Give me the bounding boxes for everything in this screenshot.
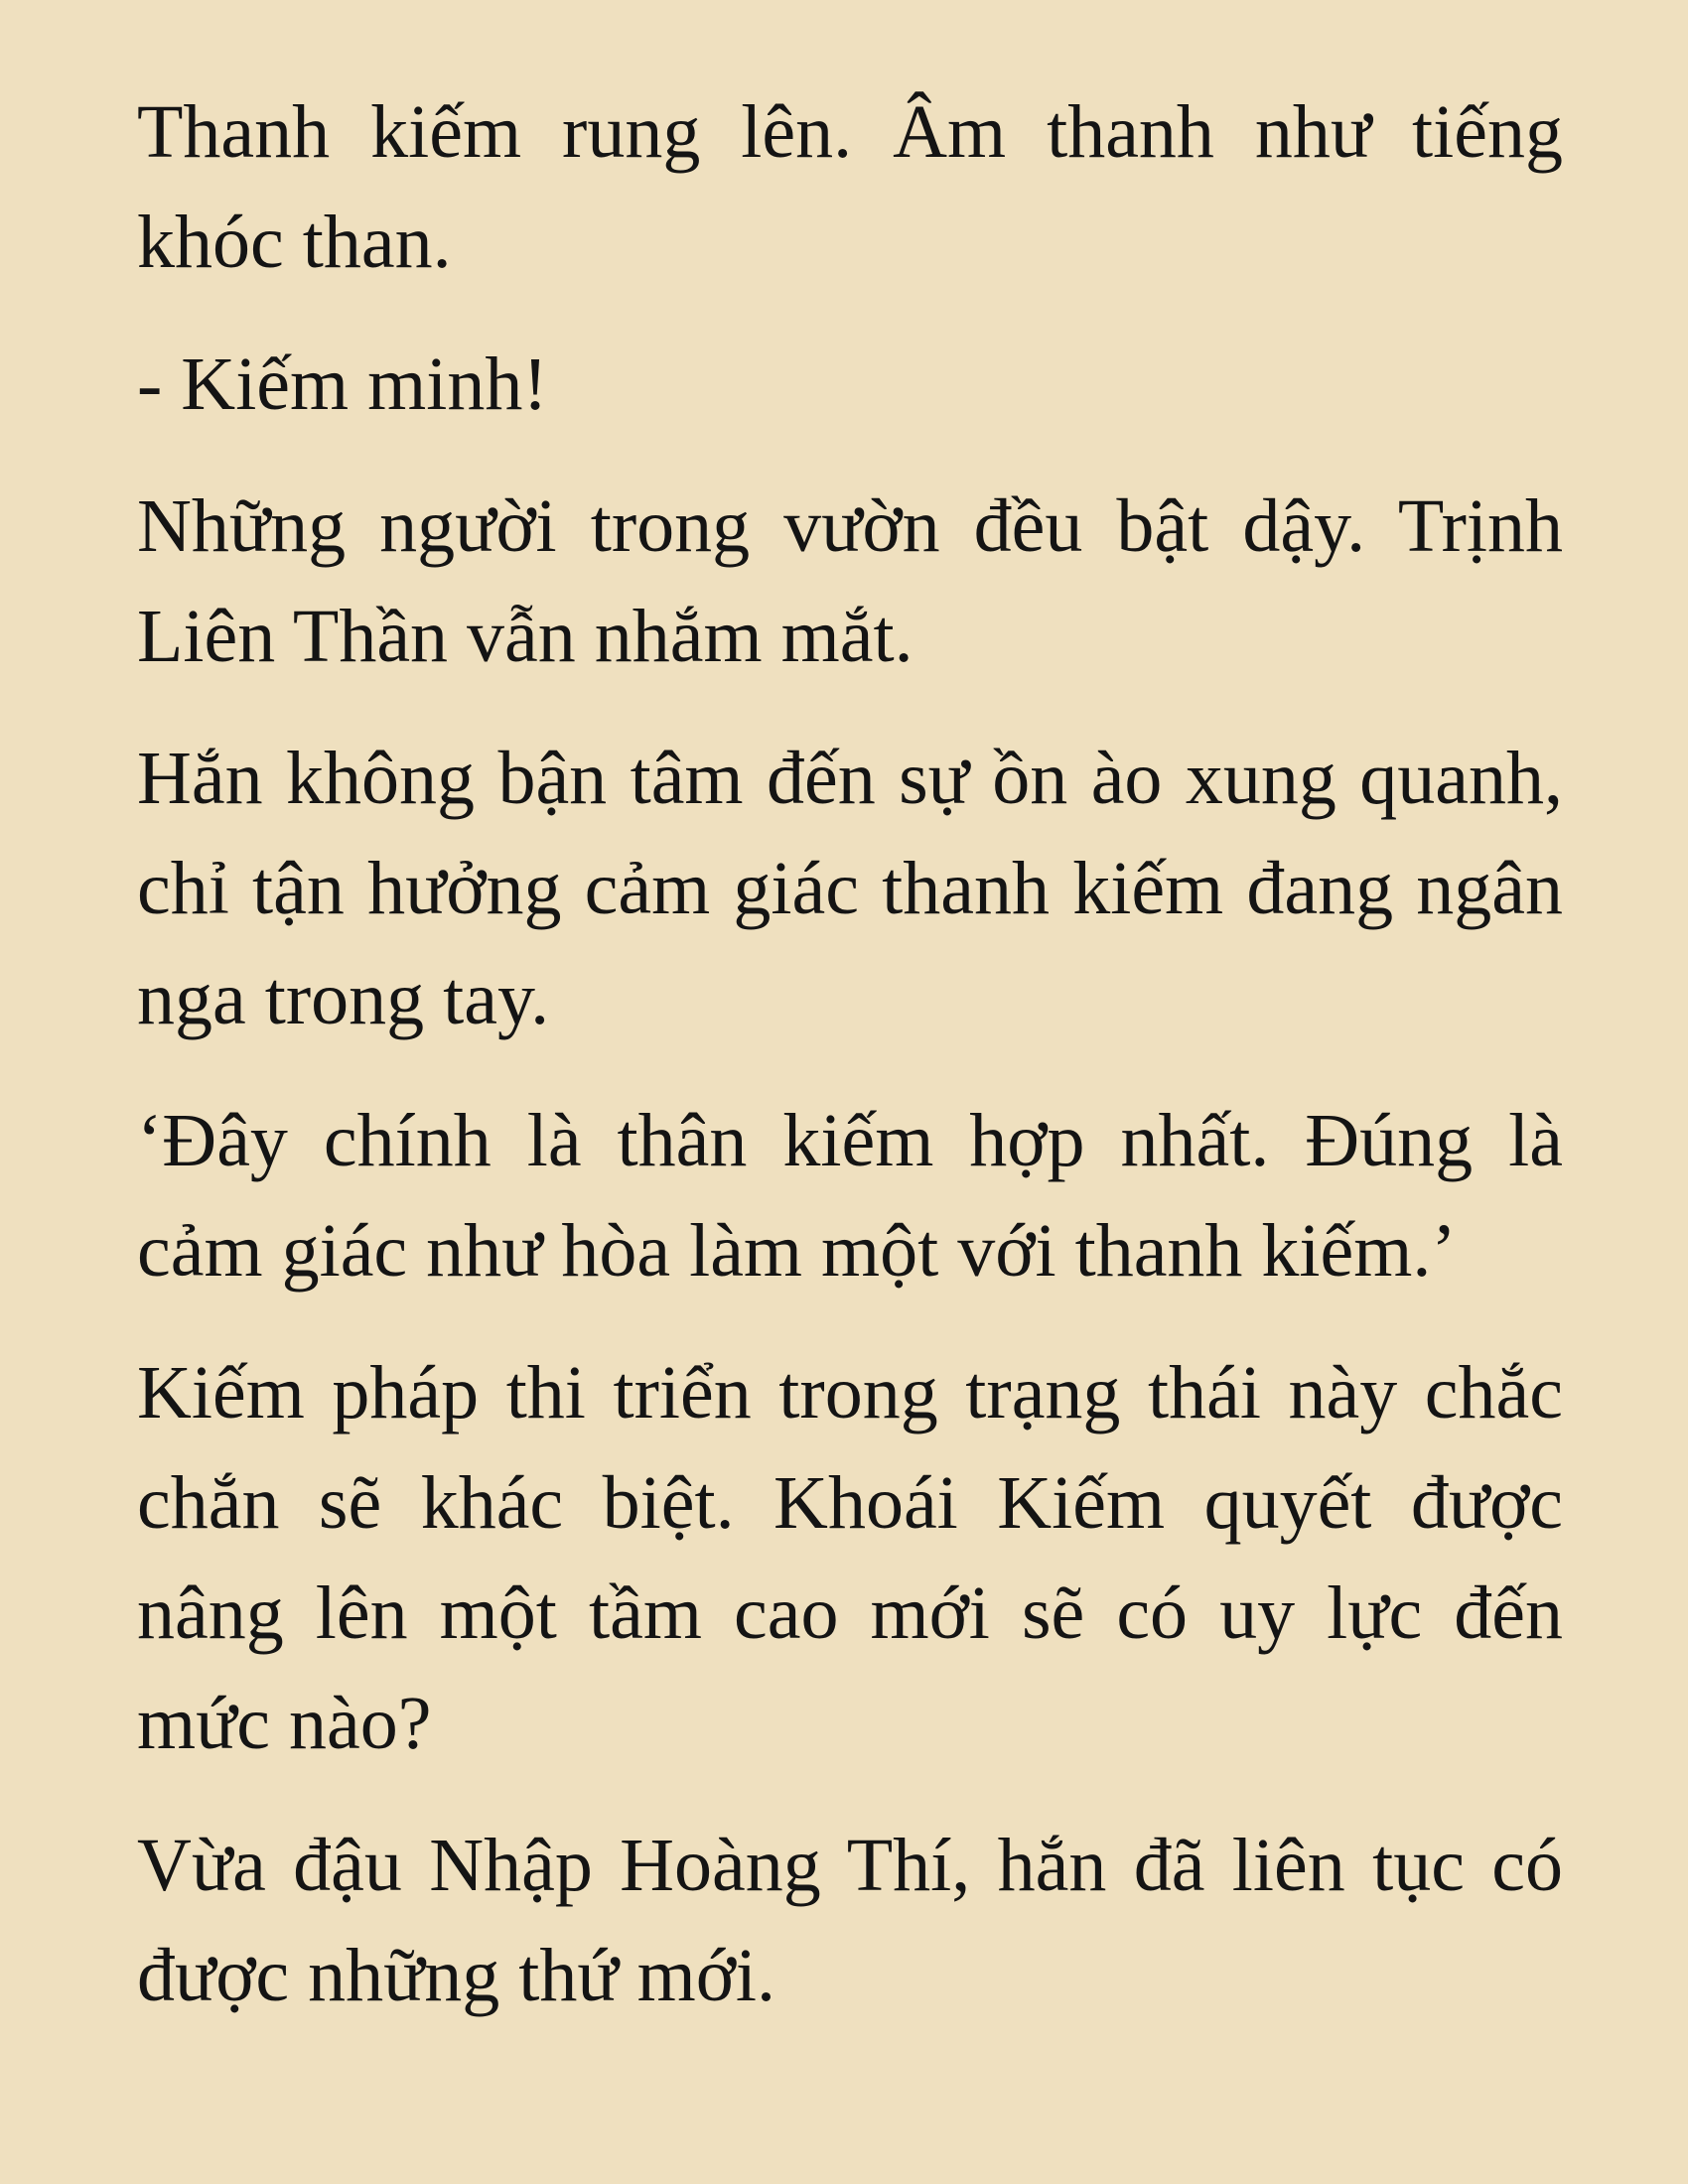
paragraph: Vừa đậu Nhập Hoàng Thí, hắn đã liên tục có được những thứ mới. <box>137 1824 1563 2017</box>
paragraph: Kiếm pháp thi triển trong trạng thái này chắc chắn sẽ khác biệt. Khoái Kiếm quyết được nâng lên một tầm cao mới sẽ có uy lực đến mức nào? <box>137 1351 1563 1765</box>
paragraph: Hắn không bận tâm đến sự ồn ào xung quanh, chỉ tận hưởng cảm giác thanh kiếm đang ngân nga trong tay. <box>137 737 1563 1040</box>
paragraph: ‘Đây chính là thân kiếm hợp nhất. Đúng là cảm giác như hòa làm một với thanh kiếm.’ <box>137 1099 1563 1293</box>
paragraph: - Kiếm minh! <box>137 342 548 426</box>
paragraph: Thanh kiếm rung lên. Âm thanh như tiếng khóc than. <box>137 90 1563 284</box>
paragraph: Những người trong vườn đều bật dậy. Trịnh Liên Thần vẫn nhắm mắt. <box>137 484 1563 678</box>
document-body <box>137 77 1563 2063</box>
